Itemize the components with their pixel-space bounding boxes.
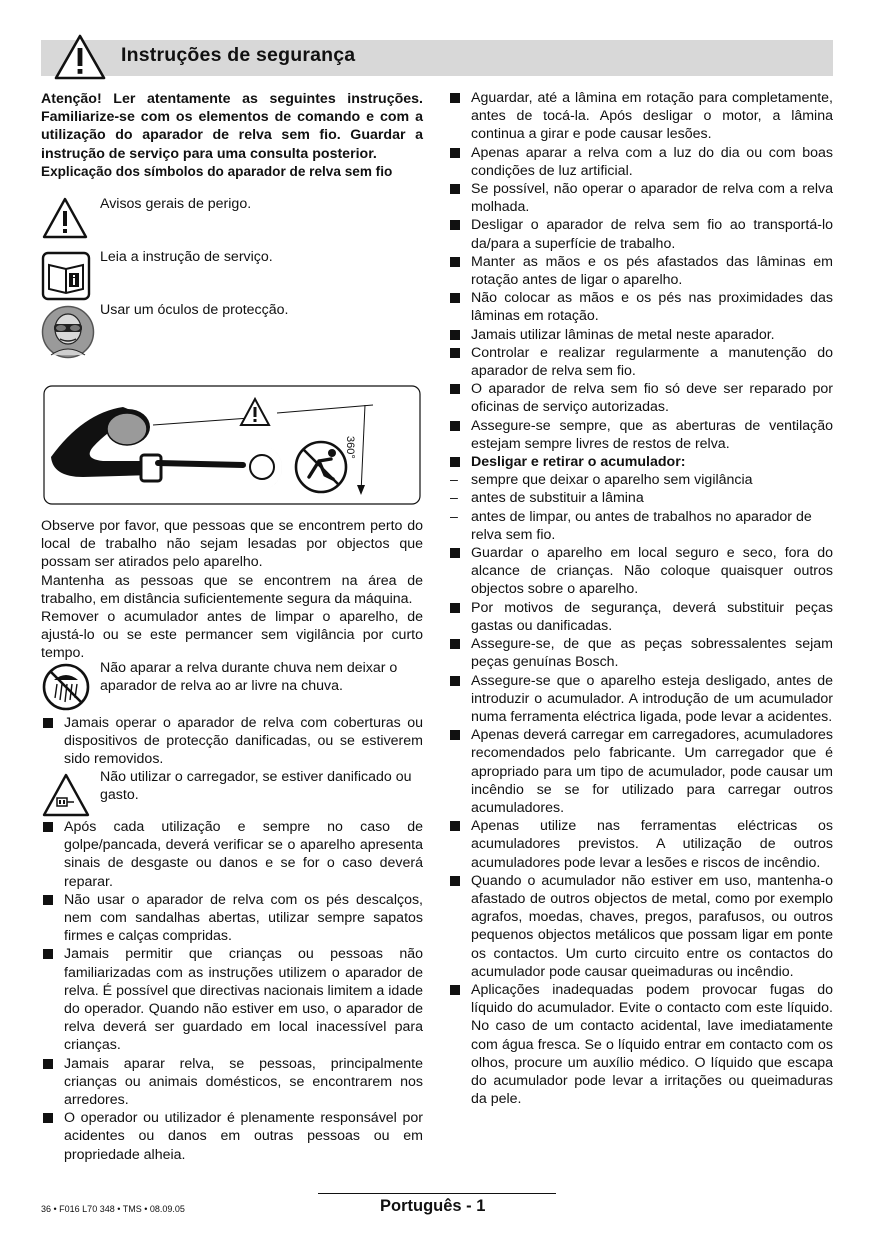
footer-divider [318, 1193, 556, 1194]
dash-item: – sempre que deixar o aparelho sem vigilância [450, 472, 753, 489]
general-danger-icon [41, 196, 89, 240]
list-item: Jamais aparar relva, se pessoas, principalmente crianças ou animais domésticos, se encontrarem nos arredores. [41, 1055, 423, 1110]
list-item: Assegure-se que o aparelho esteja desligado, antes de introduzir o acumulador. A introdução de um acumulador numa ferramenta eléctrica ligada, pode levar a acidentes. [448, 672, 833, 727]
safety-glasses-icon [41, 305, 95, 359]
symbols-heading: Explicação dos símbolos do aparador de relva sem fio [41, 163, 393, 179]
symbol-warning-text: Avisos gerais de perigo. [100, 196, 252, 212]
left-bullet-covers [41, 714, 423, 769]
warning-triangle-icon [54, 34, 106, 80]
list-item: Assegure-se sempre, que as aberturas de ventilação estejam sempre livres de restos de relva. [448, 417, 833, 453]
list-item-bold: Desligar e retirar o acumulador: [448, 453, 833, 471]
list-item: Aguardar, até a lâmina em rotação para completamente, antes de tocá-la. Após desligar o motor, a lâmina continua a girar e pode causar lesões. [448, 89, 833, 144]
list-item: Jamais utilizar lâminas de metal neste aparador. [448, 326, 833, 344]
list-item: Controlar e realizar regularmente a manutenção do aparador de relva sem fio. [448, 344, 833, 380]
symbol-rain-text: Não aparar a relva durante chuva nem deixar o aparador de relva ao ar livre na chuva. [100, 660, 398, 695]
list-item: Assegure-se, de que as peças sobressalentes sejam peças genuínas Bosch. [448, 635, 833, 671]
figure-angle-label: 360° [344, 436, 356, 459]
list-item: Jamais operar o aparador de relva com coberturas ou dispositivos de protecção danificadas, ou se estiverem sido removidos. [41, 714, 423, 769]
dash-item: – antes de limpar, ou antes de trabalhos no aparador de relva sem fio. [450, 508, 812, 543]
list-item: Se possível, não operar o aparador de relva com a relva molhada. [448, 180, 833, 216]
no-rain-icon [41, 662, 91, 712]
symbol-charger-text: Não utilizar o carregador, se estiver danificado ou gasto. [100, 769, 412, 804]
intro-warning: Atenção! Ler atentamente as seguintes instruções. Familiarize-se com os elementos de comando e com a utilização do aparador de relva sem fio. Guardar a instrução de serviço para uma consulta posterior. [41, 91, 423, 162]
list-item: Após cada utilização e sempre no caso de golpe/pancada, deverá verificar se o aparelho apresenta sinais de desgaste ou danos e se for o caso deverá reparar. [41, 818, 423, 891]
right-bullet-list [448, 89, 833, 1108]
list-item: Jamais permitir que crianças ou pessoas não familiarizadas com as instruções utilizem o aparador de relva. É possível que directivas nacionais limitem a idade do operador. Quando não estiver em uso, o aparador de relva deverá ser guardado em local inacessível para crianças. [41, 945, 423, 1054]
read-manual-icon [41, 251, 91, 301]
list-item: Não usar o aparador de relva com os pés descalços, nem com sandalhas abertas, utilizar sempre sapatos firmes e calças compridas. [41, 891, 423, 946]
paragraph-remove-battery: Remover o acumulador antes de limpar o aparelho, de ajustá-lo ou se este permancer sem vigilância por curto tempo. [41, 609, 423, 662]
list-item: Manter as mãos e os pés afastados das lâminas em rotação antes de ligar o aparelho. [448, 253, 833, 289]
symbol-manual-text: Leia a instrução de serviço. [100, 249, 273, 265]
left-paragraphs [41, 517, 423, 663]
list-item: Apenas utilize nas ferramentas eléctricas os acumuladores previstos. A utilização de outros acumuladores pode levar a lesões e riscos de incêndio. [448, 817, 833, 872]
page-title: Instruções de segurança [121, 44, 356, 66]
list-item: Aplicações inadequadas podem provocar fugas do líquido do acumulador. Evite o contacto com este líquido. No caso de um contacto acidental, lave imediatamente com água fresca. Se o líquido entrar em contacto com os olhos, procure um auxílio médico. O líquido que escapa do acumulador pode levar a irritações ou queimaduras da pele. [448, 981, 833, 1108]
left-bullet-list [41, 818, 423, 1164]
list-item: Desligar o aparador de relva sem fio ao transportá-lo da/para a superfície de trabalho. [448, 216, 833, 252]
symbol-glasses-text: Usar um óculos de protecção. [100, 302, 289, 318]
paragraph-distance: Mantenha as pessoas que se encontrem na área de trabalho, em distância suficientemente segura da máquina. [41, 572, 423, 607]
left-intro-block [41, 90, 423, 181]
list-item: O aparador de relva sem fio só deve ser reparado por oficinas de serviço autorizadas. [448, 380, 833, 416]
trimmer-safety-figure [43, 385, 421, 505]
list-item: Quando o acumulador não estiver em uso, mantenha-o afastado de outros objectos de metal, como por exemplo agrafos, moedas, chaves, pregos, parafusos, ou outros pequenos objectos metálicos que possam ligar em ponte os contactos. Um curto circuito entre os contactos do acumulador pode causar queimaduras ou incêndio. [448, 872, 833, 981]
list-item: Guardar o aparelho em local seguro e seco, fora do alcance de crianças. Não coloque quaisquer outros objectos sobre o aparelho. [448, 544, 833, 599]
charger-warning-icon [41, 772, 91, 818]
list-item: Não colocar as mãos e os pés nas proximidades das lâminas em rotação. [448, 289, 833, 325]
footer-doc-code: 36 • F016 L70 348 • TMS • 08.09.05 [41, 1204, 185, 1214]
list-item: Apenas aparar a relva com a luz do dia ou com boas condições de luz artificial. [448, 144, 833, 180]
section-header [41, 40, 833, 76]
dash-item: – antes de substituir a lâmina [450, 490, 644, 507]
list-item: Por motivos de segurança, deverá substituir peças gastas ou danificadas. [448, 599, 833, 635]
list-item: O operador ou utilizador é plenamente responsável por acidentes ou danos em outras pessoas ou em propriedade alheia. [41, 1109, 423, 1164]
footer-page-label: Português - 1 [380, 1197, 486, 1215]
paragraph-objects: Observe por favor, que pessoas que se encontrem perto do local de trabalho não sejam lesadas por objectos que possam ser atirados pelo aparelho. [41, 518, 423, 571]
list-item: Apenas deverá carregar em carregadores, acumuladores recomendados pelo fabricante. Um carregador que é apropriado para um tipo de acumulador, pode causar um incêndio se se for utilizado para carregar outros acumuladores. [448, 726, 833, 817]
